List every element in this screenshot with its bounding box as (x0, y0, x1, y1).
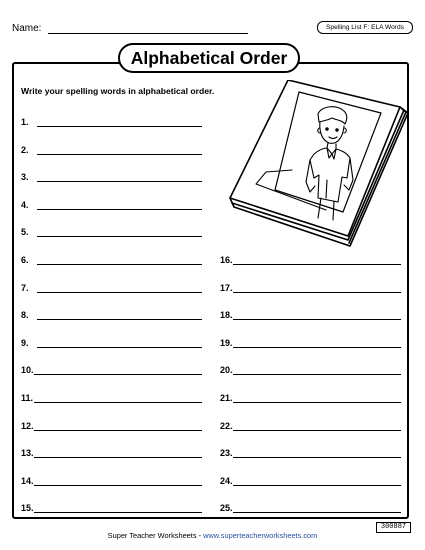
answer-number: 10. (21, 365, 34, 376)
answer-line-24[interactable] (220, 476, 402, 488)
name-label: Name: (12, 23, 42, 34)
answer-line-15[interactable] (21, 503, 203, 515)
answer-number: 7. (21, 282, 29, 293)
answer-rule[interactable] (37, 264, 202, 265)
answer-line-8[interactable] (21, 310, 203, 322)
page-title: Alphabetical Order (118, 43, 300, 73)
answer-rule[interactable] (37, 154, 202, 155)
answer-number: 6. (21, 255, 29, 265)
answer-number: 4. (21, 199, 29, 210)
answer-number: 21. (220, 393, 233, 403)
answer-number: 8. (21, 310, 29, 321)
answer-number: 23. (220, 448, 233, 459)
answer-rule[interactable] (233, 457, 401, 458)
answer-rule[interactable] (233, 264, 401, 265)
answer-rule[interactable] (37, 209, 202, 210)
answer-rule[interactable] (233, 347, 401, 348)
answer-line-1[interactable] (21, 117, 203, 129)
answer-line-12[interactable] (21, 421, 203, 433)
answer-line-6[interactable] (21, 255, 203, 267)
answer-number: 16. (220, 255, 233, 265)
answer-line-7[interactable] (21, 283, 203, 295)
answer-number: 11. (21, 393, 34, 403)
answer-rule[interactable] (233, 319, 401, 320)
answer-rule[interactable] (34, 402, 202, 403)
answer-number: 19. (220, 337, 233, 348)
book-cover-boy-icon (226, 80, 410, 248)
answer-number: 13. (21, 448, 34, 459)
answer-line-20[interactable] (220, 365, 402, 377)
footer-brand: Super Teacher Worksheets (107, 531, 197, 540)
answer-number: 1. (21, 117, 29, 127)
answer-rule[interactable] (34, 485, 202, 486)
answer-rule[interactable] (34, 374, 202, 375)
answer-rule[interactable] (37, 236, 202, 237)
answer-line-11[interactable] (21, 393, 203, 405)
answer-line-4[interactable] (21, 200, 203, 212)
answer-rule[interactable] (233, 430, 401, 431)
answer-line-25[interactable] (220, 503, 402, 515)
answer-number: 14. (21, 475, 34, 486)
answer-number: 18. (220, 310, 233, 321)
answer-number: 3. (21, 172, 29, 183)
answer-rule[interactable] (233, 292, 401, 293)
answer-number: 12. (21, 420, 34, 431)
answer-rule[interactable] (233, 485, 401, 486)
instructions-text: Write your spelling words in alphabetical order. (21, 86, 215, 96)
answer-rule[interactable] (37, 319, 202, 320)
answer-rule[interactable] (34, 430, 202, 431)
answer-number: 25. (220, 503, 233, 514)
answer-number: 9. (21, 337, 29, 348)
answer-line-13[interactable] (21, 448, 203, 460)
spelling-list-badge: Spelling List F: ELA Words (317, 21, 413, 34)
footer-separator: - (196, 531, 204, 540)
answer-line-18[interactable] (220, 310, 402, 322)
answer-line-16[interactable] (220, 255, 402, 267)
answer-line-19[interactable] (220, 338, 402, 350)
answer-rule[interactable] (37, 292, 202, 293)
answer-line-3[interactable] (21, 172, 203, 184)
answer-line-17[interactable] (220, 283, 402, 295)
worksheet-code: 300887 (376, 522, 411, 533)
answer-number: 5. (21, 227, 29, 238)
answer-number: 15. (21, 503, 34, 514)
answer-rule[interactable] (37, 347, 202, 348)
footer (0, 531, 425, 540)
answer-line-22[interactable] (220, 421, 402, 433)
answer-rule[interactable] (233, 374, 401, 375)
answer-number: 2. (21, 144, 29, 155)
answer-rule[interactable] (233, 402, 401, 403)
answer-number: 24. (220, 475, 233, 486)
answer-rule[interactable] (37, 181, 202, 182)
answer-line-14[interactable] (21, 476, 203, 488)
answer-number: 20. (220, 365, 233, 376)
answer-line-23[interactable] (220, 448, 402, 460)
answer-rule[interactable] (34, 457, 202, 458)
name-field-line[interactable] (48, 33, 248, 34)
answer-rule[interactable] (34, 512, 202, 513)
answer-line-9[interactable] (21, 338, 203, 350)
answer-number: 17. (220, 282, 233, 293)
answer-line-21[interactable] (220, 393, 402, 405)
answer-rule[interactable] (233, 512, 401, 513)
footer-url-link[interactable]: www.superteacherworksheets.com (203, 531, 318, 540)
answer-line-2[interactable] (21, 145, 203, 157)
answer-line-5[interactable] (21, 227, 203, 239)
answer-rule[interactable] (37, 126, 202, 127)
answer-line-10[interactable] (21, 365, 203, 377)
answer-number: 22. (220, 420, 233, 431)
